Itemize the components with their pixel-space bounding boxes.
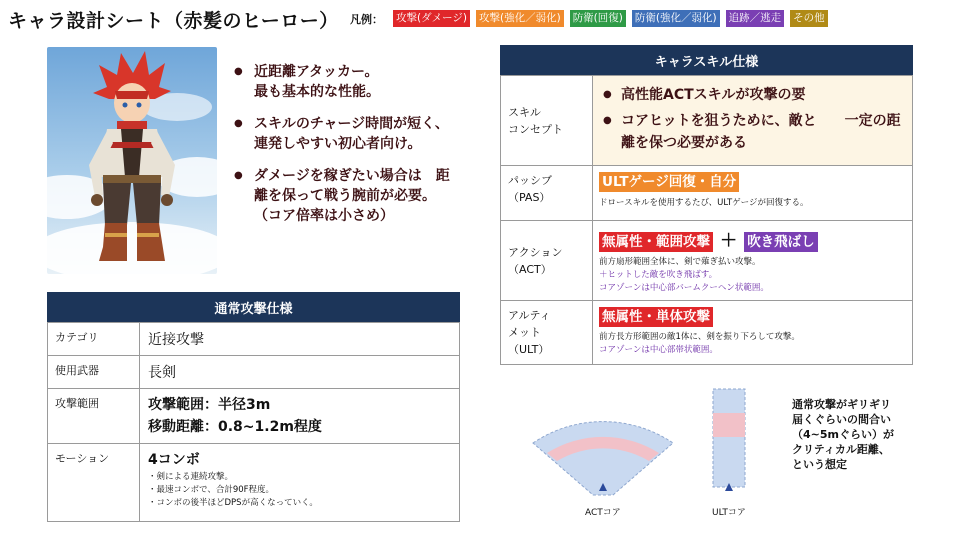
- legend-defense-buff: 防衛(強化／弱化): [632, 10, 720, 27]
- table-row: [501, 221, 913, 301]
- normal-attack-panel: [47, 292, 460, 522]
- table-row: [501, 301, 913, 365]
- legend-chase-escape: 追跡／逃走: [726, 10, 785, 27]
- action-core-note: コアゾーンは中心部バームクーヘン状範囲。: [599, 283, 769, 293]
- concept-bullets: [599, 84, 906, 154]
- legend-label: 凡例：: [350, 12, 383, 26]
- concept-item: ● コアヒットを狙うために、敵と 一定の距離を保つ必要がある: [599, 110, 906, 154]
- normal-attack-header: 通常攻撃仕様: [47, 292, 460, 322]
- action-label: アクション （ACT）: [501, 221, 593, 301]
- ult-badge: 無属性・単体攻撃: [599, 307, 713, 327]
- legend: [350, 10, 828, 27]
- concept-item: ● 高性能ACTスキルが攻撃の要: [599, 84, 906, 106]
- passive-description: ドロースキルを使用するたび、ULTゲージが回復する。: [599, 198, 809, 208]
- summary-item: ● ダメージを稼ぎたい場合は 距 離を保って戦う腕前が必要。 （コア倍率は小さめ）: [232, 166, 492, 226]
- ult-core-note: コアゾーンは中心部帯状範囲。: [599, 345, 718, 355]
- summary-item: ● スキルのチャージ時間が短く、 連発しやすい初心者向け。: [232, 114, 492, 154]
- legend-attack-buff: 攻撃(強化／弱化): [476, 10, 564, 27]
- action-badge-damage: 無属性・範囲攻撃: [599, 232, 713, 252]
- character-summary: [232, 62, 492, 238]
- motion-note: ・剣による連続攻撃。: [148, 472, 234, 482]
- skill-spec-header: キャラスキル仕様: [500, 45, 913, 75]
- weapon-value: 長剣: [140, 356, 460, 389]
- legend-attack-damage: 攻撃(ダメージ): [393, 10, 470, 27]
- ult-caption: ULTコア: [712, 508, 746, 518]
- move-distance-value: 移動距離：0.8~1.2m程度: [148, 419, 322, 435]
- action-description: 前方扇形範囲全体に、剣で薙ぎ払い攻撃。: [599, 257, 761, 267]
- motion-note: ・最速コンボで、合計90F程度。: [148, 485, 275, 495]
- range-value: 攻撃範囲：半径3m: [148, 397, 271, 413]
- action-badge-knockback: 吹き飛ばし: [744, 232, 818, 252]
- page-title: キャラ設計シート（赤髪のヒーロー）: [8, 10, 339, 32]
- skill-spec-table: [500, 75, 913, 365]
- table-row: [48, 444, 460, 522]
- motion-label: モーション: [48, 444, 140, 522]
- table-row: [48, 356, 460, 389]
- range-label: 攻撃範囲: [48, 389, 140, 444]
- plus-sign: ＋: [720, 231, 738, 251]
- table-row: [48, 389, 460, 444]
- skill-spec-panel: [500, 45, 913, 365]
- weapon-label: 使用武器: [48, 356, 140, 389]
- character-portrait: [47, 47, 217, 274]
- passive-label: パッシブ （PAS）: [501, 166, 593, 221]
- ult-label: アルティ メット （ULT）: [501, 301, 593, 365]
- category-label: カテゴリ: [48, 323, 140, 356]
- range-diagram: [525, 385, 770, 525]
- ult-core-zone: [713, 413, 745, 437]
- passive-badge: ULTゲージ回復・自分: [599, 172, 739, 192]
- table-row: [501, 166, 913, 221]
- critical-distance-note: 通常攻撃がギリギリ 届くぐらいの間合い （4~5mぐらい）が クリティカル距離、 という想定: [792, 398, 894, 471]
- summary-item: ● 近距離アタッカー。 最も基本的な性能。: [232, 62, 492, 102]
- ult-description: 前方長方形範囲の敵1体に、剣を振り下ろして攻撃。: [599, 332, 800, 342]
- action-note: ＋ヒットした敵を吹き飛ばす。: [599, 270, 718, 280]
- concept-label: スキル コンセプト: [501, 76, 593, 166]
- legend-other: その他: [790, 10, 828, 27]
- ult-rect-range: [713, 389, 745, 487]
- table-row: [501, 76, 913, 166]
- motion-note: ・コンボの後半ほどDPSが高くなっていく。: [148, 498, 318, 508]
- motion-title: 4コンボ: [148, 452, 200, 468]
- table-row: [48, 323, 460, 356]
- category-value: 近接攻撃: [140, 323, 460, 356]
- act-caption: ACTコア: [585, 508, 621, 518]
- normal-attack-table: [47, 322, 460, 522]
- legend-defense-heal: 防衛(回復): [570, 10, 626, 27]
